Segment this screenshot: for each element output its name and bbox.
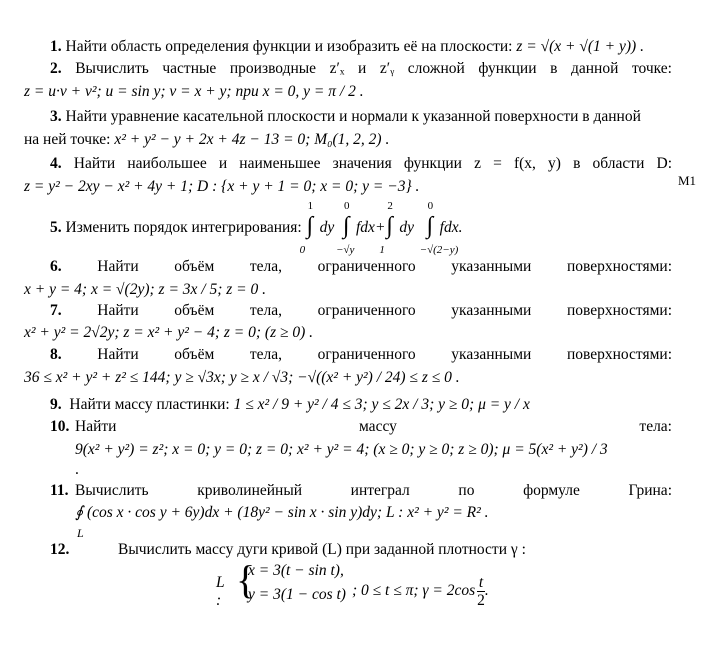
- task-formula: 1 ≤ x² / 9 + y² / 4 ≤ 3; y ≤ 2x / 3; y ≥ 0; μ = y / x: [233, 396, 530, 413]
- task-formula: z = √(x + √(1 + y)) .: [516, 38, 644, 55]
- period: .: [458, 219, 463, 236]
- brace: {: [236, 557, 256, 602]
- operator: +: [374, 219, 386, 236]
- upper-limit: 2: [387, 200, 393, 213]
- task-12: [50, 540, 69, 560]
- integral-sign: ∫ 2 1: [385, 218, 399, 238]
- task-text: Найти массу пластинки:: [69, 396, 230, 413]
- lower-limit: 1: [379, 244, 385, 257]
- integrand: fdx: [439, 219, 459, 236]
- curve-label: L :: [216, 574, 225, 609]
- task-number: 7.: [50, 302, 62, 319]
- task-number: 9.: [50, 396, 62, 413]
- task-number: 1.: [50, 38, 62, 55]
- task-number: 11.: [50, 482, 69, 499]
- task-formula: x + y = 4; x = √(2y); z = 3x / 5; z = 0 .: [24, 281, 267, 298]
- task-9: [50, 395, 530, 415]
- task-number: 2.: [50, 60, 62, 77]
- task-text: Найти объём тела, ограниченного указанными поверхностями:: [97, 302, 673, 319]
- lower-limit: 0: [299, 244, 306, 257]
- task-text: Вычислить частные производные z′ₓ и z′ᵧ сложной функции в данной точке:: [75, 60, 672, 77]
- task-text: Найти наибольшее и наименьшее значения функции z = f(x, y) в области D:: [73, 155, 673, 172]
- task-text: на ней точке:: [24, 131, 111, 148]
- task-text: Найти область определения функции и изобразить её на плоскости:: [65, 38, 513, 55]
- equation-x: x = 3(t − sin t),: [248, 562, 344, 579]
- integral-sign: ∫ 0 −√y: [342, 218, 356, 238]
- condition-text: ; 0 ≤ t ≤ π; γ = 2cos: [352, 582, 476, 600]
- task-number: 6.: [50, 258, 62, 275]
- task-formula: x² + y² − y + 2x + 4z − 13 = 0; M₀(1, 2, 2) .: [114, 131, 390, 148]
- task-number: 4.: [50, 155, 62, 172]
- task-text: Найти уравнение касательной плоскости и нормали к указанной поверхности в данной: [65, 108, 641, 125]
- task-formula: 9(x² + y²) = z²; x = 0; y = 0; z = 0; x² + y² = 4; (x ≥ 0; y ≥ 0; z ≥ 0); μ = 5(x² + y²) / 3: [75, 441, 608, 458]
- task-8: [50, 345, 672, 365]
- integral-sign: ∫ 1 0: [306, 218, 320, 238]
- task-7: [50, 301, 672, 321]
- period: .: [484, 582, 489, 600]
- integral-sign: ∫ 0 −√(2−y): [426, 218, 440, 238]
- denominator: 2: [477, 592, 485, 609]
- task-text: Найти объём тела, ограниченного указанными поверхностями:: [97, 346, 673, 363]
- task-11: [50, 481, 69, 501]
- upper-limit: 1: [307, 200, 314, 213]
- lower-limit: −√y: [336, 244, 355, 257]
- task-text: Изменить порядок интегрирования:: [65, 219, 302, 236]
- upper-limit: 0: [427, 200, 434, 213]
- task-number: 8.: [50, 346, 62, 363]
- task-formula: ∮ (cos x · cos y + 6y)dx + (18y² − sin x · sin y)dy; L : x² + y² = R² .: [75, 504, 489, 521]
- fraction: [477, 574, 485, 609]
- margin-tag: M1: [678, 173, 697, 188]
- period: .: [75, 461, 79, 478]
- task-10: [50, 417, 69, 437]
- task-1: [50, 37, 644, 57]
- task-number: 12.: [50, 541, 70, 558]
- task-text: Найти массу тела:: [75, 418, 672, 435]
- task-3: [50, 107, 641, 127]
- task-formula: z = y² − 2xy − x² + 4y + 1; D : {x + y + 1 = 0; x = 0; y = −3} .: [24, 178, 420, 195]
- task-2: [50, 59, 672, 79]
- task-5: [50, 200, 463, 257]
- task-4: [50, 154, 672, 174]
- task-text: Вычислить криволинейный интеграл по формуле Грина:: [75, 482, 672, 499]
- differential: dy: [399, 219, 415, 236]
- equation-y: y = 3(1 − cos t): [248, 586, 346, 603]
- task-formula: x² + y² = 2√2y; z = x² + y² − 4; z = 0; (z ≥ 0) .: [24, 324, 314, 341]
- integrand: fdx: [356, 219, 375, 236]
- task-text: Найти объём тела, ограниченного указанными поверхностями:: [97, 258, 673, 275]
- numerator: t: [478, 574, 484, 591]
- upper-limit: 0: [344, 200, 350, 213]
- task-number: 5.: [50, 219, 62, 236]
- task-formula: z = u·v + v²; u = sin y; v = x + y; при x = 0, y = π / 2 .: [24, 83, 364, 100]
- task-number: 3.: [50, 108, 62, 125]
- lower-limit: −√(2−y): [419, 244, 459, 257]
- contour-label: L: [77, 526, 84, 540]
- task-3-cont: [24, 130, 389, 150]
- condition: [352, 574, 489, 609]
- task-text: Вычислить массу дуги кривой (L) при заданной плотности γ :: [118, 541, 526, 558]
- task-number: 10.: [50, 418, 70, 435]
- differential: dy: [319, 219, 335, 236]
- task-formula: 36 ≤ x² + y² + z² ≤ 144; y ≥ √3x; y ≥ x / √3; −√((x² + y²) / 24) ≤ z ≤ 0 .: [24, 369, 460, 386]
- double-integral-formula: [299, 200, 463, 257]
- task-6: [50, 257, 672, 277]
